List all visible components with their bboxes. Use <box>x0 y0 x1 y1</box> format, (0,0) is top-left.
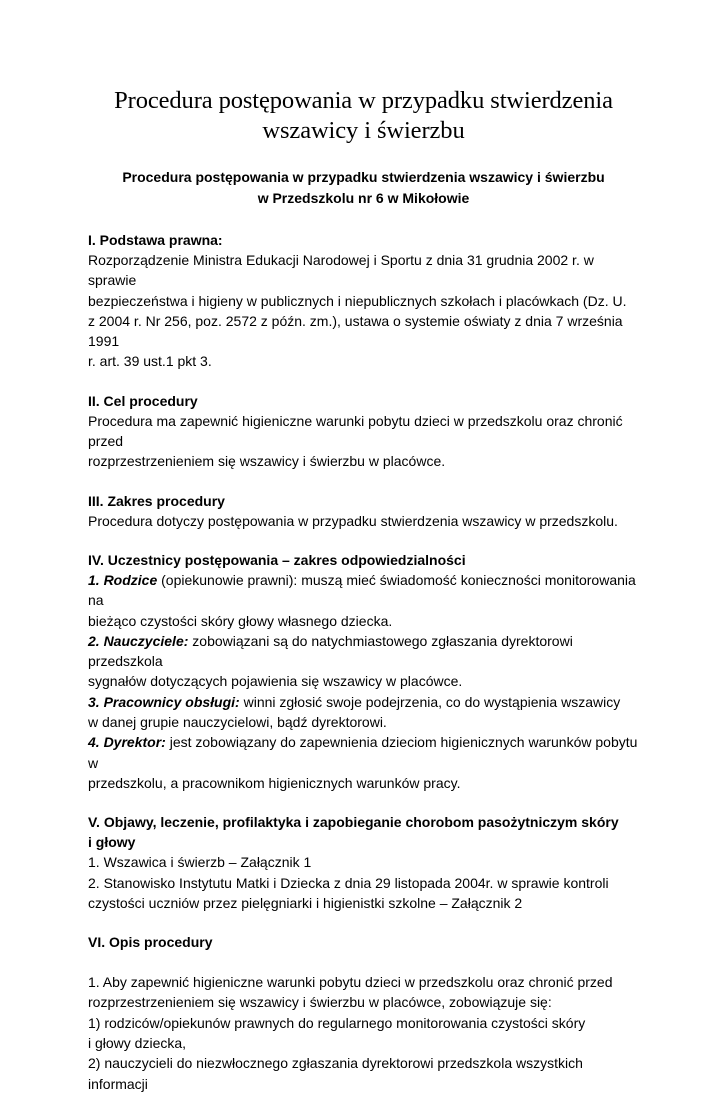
paragraph-line: z 2004 r. Nr 256, poz. 2572 z późn. zm.), ustawa o systemie oświaty z dnia 7 września 1991 <box>88 312 623 350</box>
subtitle-line-2: w Przedszkolu nr 6 w Mikołowie <box>257 190 470 206</box>
participant-label: 4. Dyrektor: <box>88 734 166 751</box>
paragraph-line: przedszkolu, a pracownikom higienicznych warunków pracy. <box>88 774 461 791</box>
participant-item-staff <box>88 692 639 712</box>
blank-line <box>88 952 639 972</box>
paragraph-line: 1. Aby zapewnić higieniczne warunki pobytu dzieci w przedszkolu oraz chronić przed <box>88 974 613 991</box>
section-symptoms <box>88 812 639 913</box>
paragraph-line: Procedura ma zapewnić higieniczne warunki pobytu dzieci w przedszkolu oraz chronić przed <box>88 412 623 450</box>
paragraph-line: rozprzestrzenieniem się wszawicy i świerzbu w placówce, zobowiązuje się: <box>88 994 552 1011</box>
paragraph-line: 2. Stanowisko Instytutu Matki i Dziecka z dnia 29 listopada 2004r. w sprawie kontroli <box>88 874 609 891</box>
section-heading: IV. Uczestnicy postępowania – zakres odpowiedzialności <box>88 551 466 568</box>
participant-text: jest zobowiązany do zapewnienia dzieciom higienicznych warunków pobytu w <box>88 734 638 771</box>
participant-label: 3. Pracownicy obsługi: <box>88 693 240 710</box>
section-heading: II. Cel procedury <box>88 392 198 409</box>
subtitle-line-1: Procedura postępowania w przypadku stwierdzenia wszawicy i świerzbu <box>122 169 605 185</box>
section-scope <box>88 491 639 531</box>
paragraph-line: bieżąco czystości skóry głowy własnego dziecka. <box>88 612 393 629</box>
paragraph-line: i głowy dziecka, <box>88 1035 187 1052</box>
participant-label: 1. Rodzice <box>88 571 158 588</box>
section-heading <box>88 812 639 852</box>
heading-line: V. Objawy, leczenie, profilaktyka i zapobieganie chorobom pasożytniczym skóry <box>88 814 619 831</box>
participant-item-teachers <box>88 631 639 672</box>
participant-label: 2. Nauczyciele: <box>88 632 189 649</box>
paragraph-line: bezpieczeństwa i higieny w publicznych i niepublicznych szkołach i placówkach (Dz. U. <box>88 292 627 309</box>
paragraph-line: 1) rodziców/opiekunów prawnych do regularnego monitorowania czystości skóry <box>88 1014 586 1031</box>
participant-text: winni zgłosić swoje podejrzenia, co do wystąpienia wszawicy <box>239 693 621 710</box>
paragraph-line: 1. Wszawica i świerzb – Załącznik 1 <box>88 854 312 871</box>
paragraph-line: czystości uczniów przez pielęgniarki i higienistki szkolne – Załącznik 2 <box>88 894 523 911</box>
participant-item-director <box>88 732 639 773</box>
title-line-2: wszawicy i świerzbu <box>262 117 465 144</box>
paragraph-line: r. art. 39 ust.1 pkt 3. <box>88 353 212 370</box>
section-heading: I. Podstawa prawna: <box>88 232 223 248</box>
participant-text: (opiekunowie prawni): muszą mieć świadomość konieczności monitorowania na <box>88 571 636 609</box>
title-line-1: Procedura postępowania w przypadku stwierdzenia <box>114 87 613 114</box>
paragraph-line: Rozporządzenie Ministra Edukacji Narodowej i Sportu z dnia 31 grudnia 2002 r. w sprawie <box>88 252 594 289</box>
section-heading: III. Zakres procedury <box>88 492 225 509</box>
section-legal-basis <box>88 230 639 372</box>
paragraph-line: Procedura dotyczy postępowania w przypadku stwierdzenia wszawicy w przedszkolu. <box>88 512 618 529</box>
paragraph-line: sygnałów dotyczących pojawienia się wszawicy w placówce. <box>88 673 463 690</box>
section-heading: VI. Opis procedury <box>88 934 213 951</box>
paragraph-line: w danej grupie nauczycielowi, bądź dyrektorowi. <box>88 714 387 731</box>
heading-line: i głowy <box>88 834 136 851</box>
participant-item-parents <box>88 570 639 611</box>
section-participants <box>88 550 639 793</box>
document-subtitle <box>88 167 639 209</box>
document-title <box>88 86 639 146</box>
paragraph-line: rozprzestrzenieniem się wszawicy i świerzbu w placówce. <box>88 453 446 470</box>
participant-text: zobowiązani są do natychmiastowego zgłaszania dyrektorowi przedszkola <box>88 632 573 670</box>
section-purpose <box>88 391 639 472</box>
paragraph-line: 2) nauczycieli do niezwłocznego zgłaszania dyrektorowi przedszkola wszystkich informacji <box>88 1055 583 1092</box>
section-procedure-description <box>88 932 639 1094</box>
